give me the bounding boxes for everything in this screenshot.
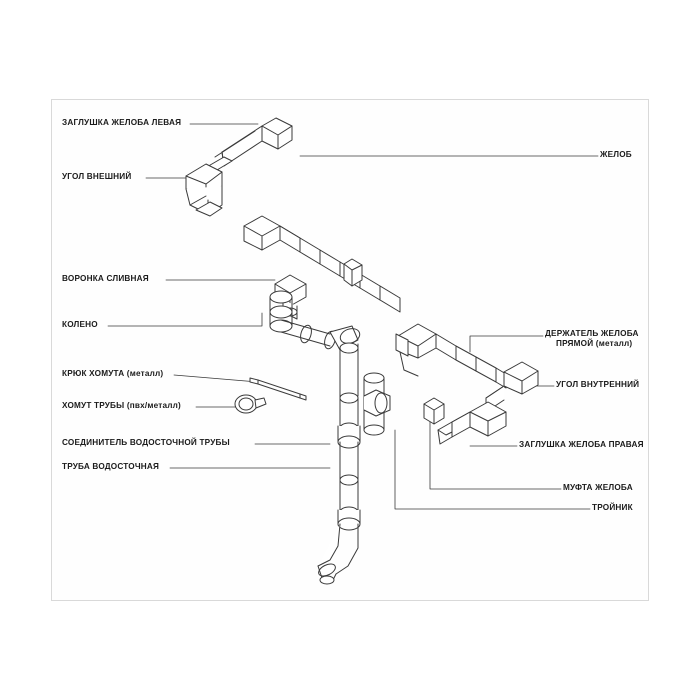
label-koleno: КОЛЕНО <box>62 320 98 329</box>
label-khomut-truby: ХОМУТ ТРУБЫ (пвх/металл) <box>62 401 181 410</box>
label-ugol-vnutrenniy: УГОЛ ВНУТРЕННИЙ <box>556 380 640 389</box>
label-derzhatel-zheloba-line2: ПРЯМОЙ (металл) <box>556 339 633 348</box>
diagram-frame <box>51 99 649 601</box>
label-ugol-vneshniy: УГОЛ ВНЕШНИЙ <box>62 172 132 181</box>
label-derzhatel-zheloba-line1: ДЕРЖАТЕЛЬ ЖЕЛОБА <box>545 329 639 338</box>
label-kryuk-khomuta: КРЮК ХОМУТА (металл) <box>62 369 164 378</box>
label-troynik: ТРОЙНИК <box>592 503 633 512</box>
label-zaglushka-pravaya: ЗАГЛУШКА ЖЕЛОБА ПРАВАЯ <box>519 440 644 449</box>
label-zhelob: ЖЕЛОБ <box>600 150 632 159</box>
label-zaglushka-levaya: ЗАГЛУШКА ЖЕЛОБА ЛЕВАЯ <box>62 118 182 127</box>
label-soedinitel-truby: СОЕДИНИТЕЛЬ ВОДОСТОЧНОЙ ТРУБЫ <box>62 438 230 447</box>
label-voronka-slivnaya: ВОРОНКА СЛИВНАЯ <box>62 274 149 283</box>
label-mufta-zheloba: МУФТА ЖЕЛОБА <box>563 483 633 492</box>
label-truba-vodostochnaya: ТРУБА ВОДОСТОЧНАЯ <box>62 462 160 471</box>
